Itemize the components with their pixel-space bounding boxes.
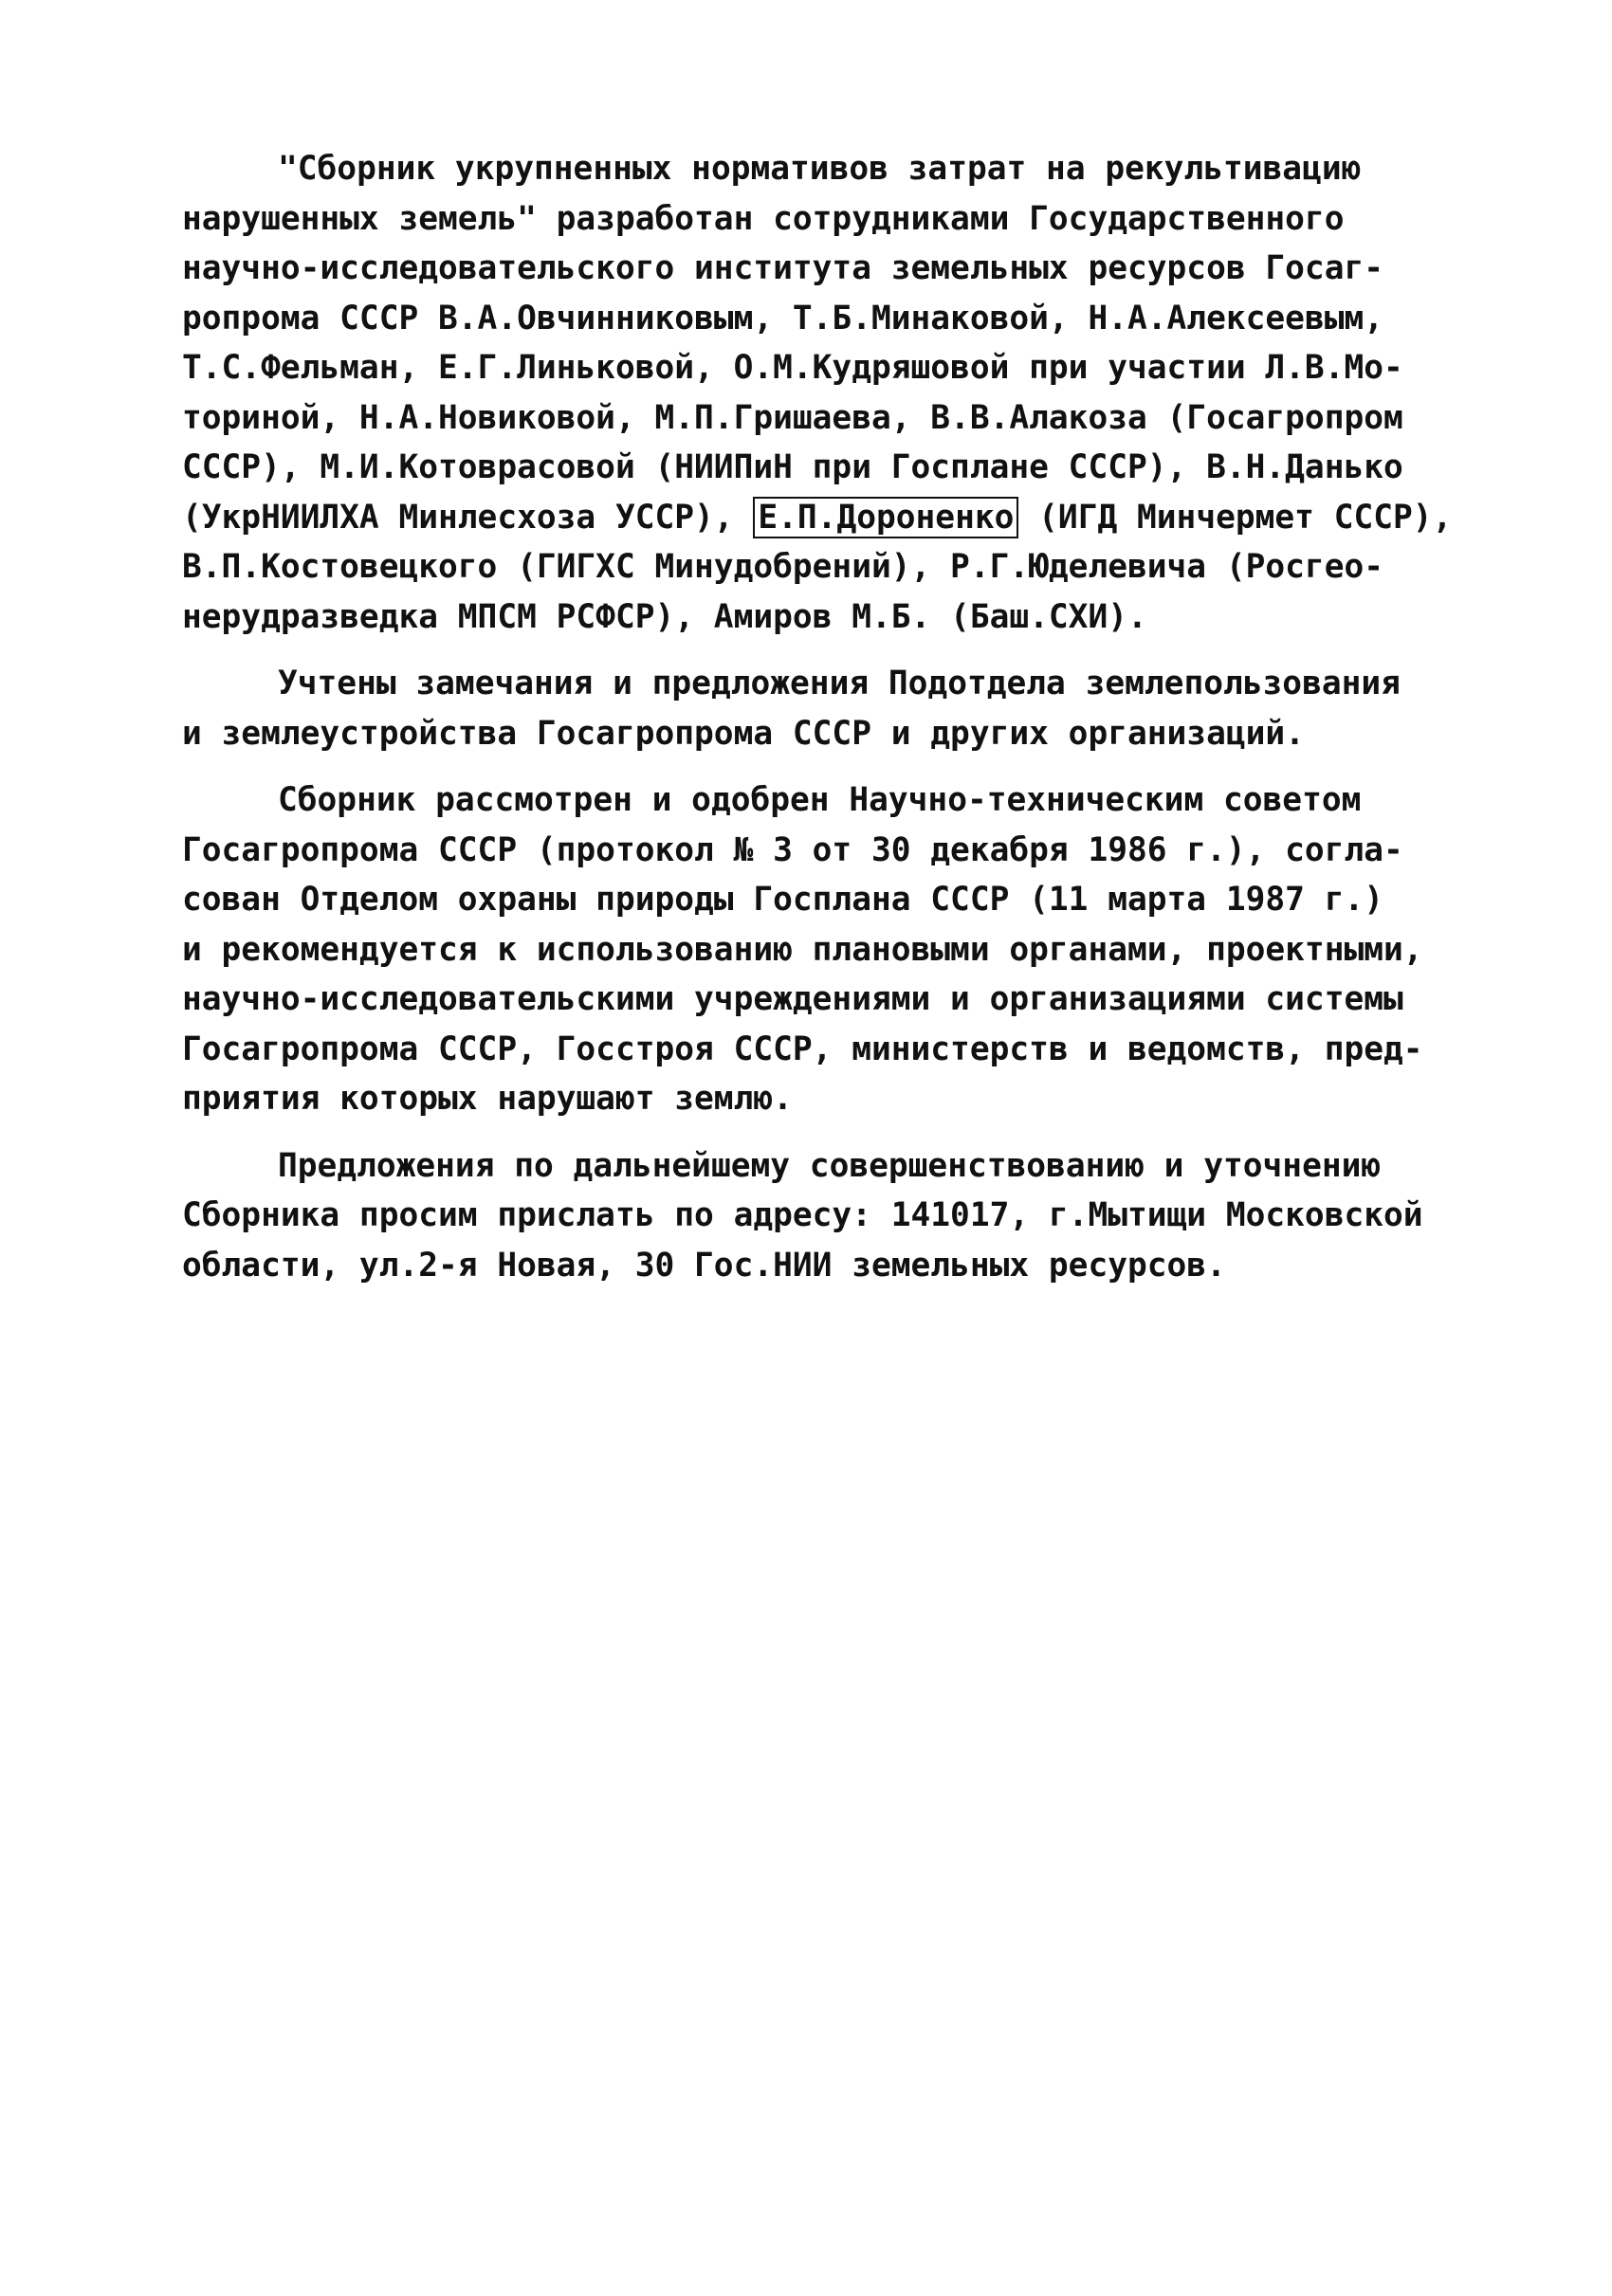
boxed-name-highlight: Е.П.Дороненко [753,497,1018,538]
text-segment: (УкрНИИЛХА Минлесхоза УССР), [182,498,754,537]
document-text [182,144,1472,1307]
text-line: ториной, Н.А.Новиковой, М.П.Гришаева, В.В.Алакоза (Госагропром [182,398,1403,437]
text-line: Сборника просим прислать по адресу: 141017, г.Мытищи Московской [182,1196,1423,1234]
text-line: Госагропрома СССР (протокол № 3 от 30 декабря 1986 г.), согла- [182,830,1403,869]
text-line: нарушенных земель" разработан сотрудниками Государственного [182,199,1345,238]
text-line: Госагропрома СССР, Госстроя СССР, министерств и ведомств, пред- [182,1030,1423,1068]
text-line: сован Отделом охраны природы Госплана СССР (11 марта 1987 г.) [182,881,1384,919]
text-line: и рекомендуется к использованию плановыми органами, проектными, [182,930,1423,969]
text-line: приятия которых нарушают землю. [182,1080,793,1118]
paragraph-authors [182,144,1472,642]
text-line: Предложения по дальнейшему совершенствованию и уточнению [278,1146,1382,1185]
text-line: Учтены замечания и предложения Подотдела землепользования [278,665,1401,702]
text-line: области, ул.2-я Новая, 30 Гос.НИИ земельных ресурсов. [182,1246,1226,1285]
text-line [182,493,1472,543]
text-line: нерудразведка МПСМ РСФСР), Амиров М.Б. (Баш.СХИ). [182,597,1147,636]
paragraph-approval [182,775,1472,1124]
text-line: и землеустройства Госагропрома СССР и других организаций. [182,714,1305,753]
text-line: Т.С.Фельман, Е.Г.Линьковой, О.М.Кудряшовой при участии Л.В.Мо- [182,349,1403,387]
text-line: ропрома СССР В.А.Овчинниковым, Т.Б.Минаковой, Н.А.Алексеевым, [182,299,1384,337]
text-line: СССР), М.И.Котоврасовой (НИИПиН при Госплане СССР), В.Н.Данько [182,448,1403,486]
text-line: В.П.Костовецкого (ГИГХС Минудобрений), Р.Г.Юделевича (Росгео- [182,548,1384,586]
paragraph-address [182,1141,1472,1291]
paragraph-remarks [182,659,1472,758]
text-line: научно-исследовательского института земельных ресурсов Госаг- [182,249,1384,287]
text-line: научно-исследовательскими учреждениями и организациями системы [182,980,1403,1018]
text-segment: (ИГД Минчермет СССР), [1018,498,1453,537]
text-line: "Сборник укрупненных нормативов затрат на рекультивацию [278,150,1362,188]
text-line: Сборник рассмотрен и одобрен Научно-техническим советом [278,781,1362,819]
